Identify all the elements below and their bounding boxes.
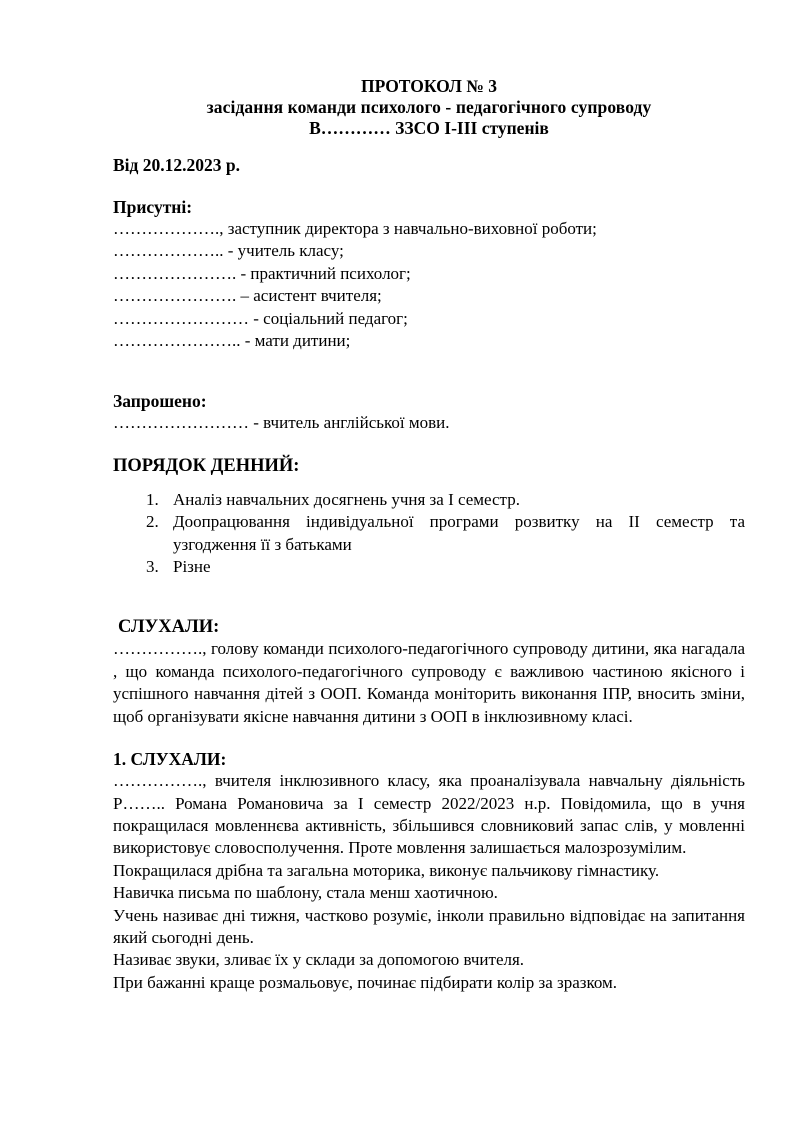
protocol-date: Від 20.12.2023 р. <box>113 155 240 175</box>
agenda-item: 3. Різне <box>163 556 745 578</box>
heard-intro-heading: СЛУХАЛИ: <box>118 617 220 638</box>
document-content <box>113 0 745 994</box>
present-entry: ……………….. - учитель класу; <box>113 241 344 261</box>
heard-one-paragraph: ……………., вчителя інклюзивного класу, яка проаналізувала навчальну діяльність Р…….. Романа Романовича за І семестр 2022/2023 н.р. Повідомила, що в учня покращилася мовленнєва активність, збільшився словниковий запас слів, у мовленні використовує словосполучення. Проте мовлення залишається малозрозумілим. <box>113 771 745 858</box>
invited-entry: …………………… - вчитель англійської мови. <box>113 413 450 433</box>
statement-line: При бажанні краще розмальовує, починає підбирати колір за зразком. <box>113 972 618 992</box>
present-entry: …………………. - практичний психолог; <box>113 263 411 283</box>
statement-line: Покращилася дрібна та загальна моторика, виконує пальчикову гімнастику. <box>113 860 660 880</box>
spacer <box>113 352 745 390</box>
heard-one-heading: 1. СЛУХАЛИ: <box>113 749 227 770</box>
invited-list <box>113 412 745 434</box>
present-entry: …………………. – асистент вчителя; <box>113 286 382 306</box>
statement-line: Учень називає дні тижня, частково розуміє, інколи правильно відповідає на запитання який сьогодні день. <box>113 905 745 947</box>
spacer <box>113 578 745 616</box>
protocol-title-line-2: засідання команди психолого - педагогічного супроводу <box>206 97 652 117</box>
present-entry: ………………., заступник директора з навчально-виховної роботи; <box>113 219 597 238</box>
present-list <box>113 218 745 352</box>
heard-intro-paragraph: ……………., голову команди психолого-педагогічного супроводу дитини, яка нагадала , що команда психолого-педагогічного супроводу є важливою частиною якісного і успішного навчання дітей з ООП. Команда моніторить виконання ІПР, вносить зміни, щоб організувати якісне навчання дитини з ООП в інклюзивному класі. <box>113 639 745 726</box>
agenda-item: 1. Аналіз навчальних досягнень учня за І семестр. <box>163 489 745 511</box>
present-entry: ………………….. - мати дитини; <box>113 331 351 351</box>
present-heading: Присутні: <box>113 197 193 217</box>
spacer <box>113 176 745 196</box>
document-title-block <box>113 0 745 139</box>
agenda-list <box>113 489 745 579</box>
statement-line: Навичка письма по шаблону, стала менш хаотичною. <box>113 883 498 903</box>
present-entry: …………………… - соціальний педагог; <box>113 308 408 328</box>
protocol-title-line-1: ПРОТОКОЛ № 3 <box>361 76 497 96</box>
statement-line: Називає звуки, зливає їх у склади за допомогою вчителя. <box>113 950 525 970</box>
spacer <box>113 435 745 455</box>
agenda-heading: ПОРЯДОК ДЕННИЙ: <box>113 455 300 476</box>
protocol-title-line-3: В………… ЗЗСО І-ІІІ ступенів <box>309 118 549 138</box>
invited-heading: Запрошено: <box>113 391 207 412</box>
heard-one-statements <box>113 860 745 994</box>
spacer <box>113 477 745 489</box>
spacer <box>113 728 745 748</box>
agenda-item: 2. Доопрацювання індивідуальної програми розвитку на ІІ семестр та узгодження її з батьками <box>163 511 745 556</box>
